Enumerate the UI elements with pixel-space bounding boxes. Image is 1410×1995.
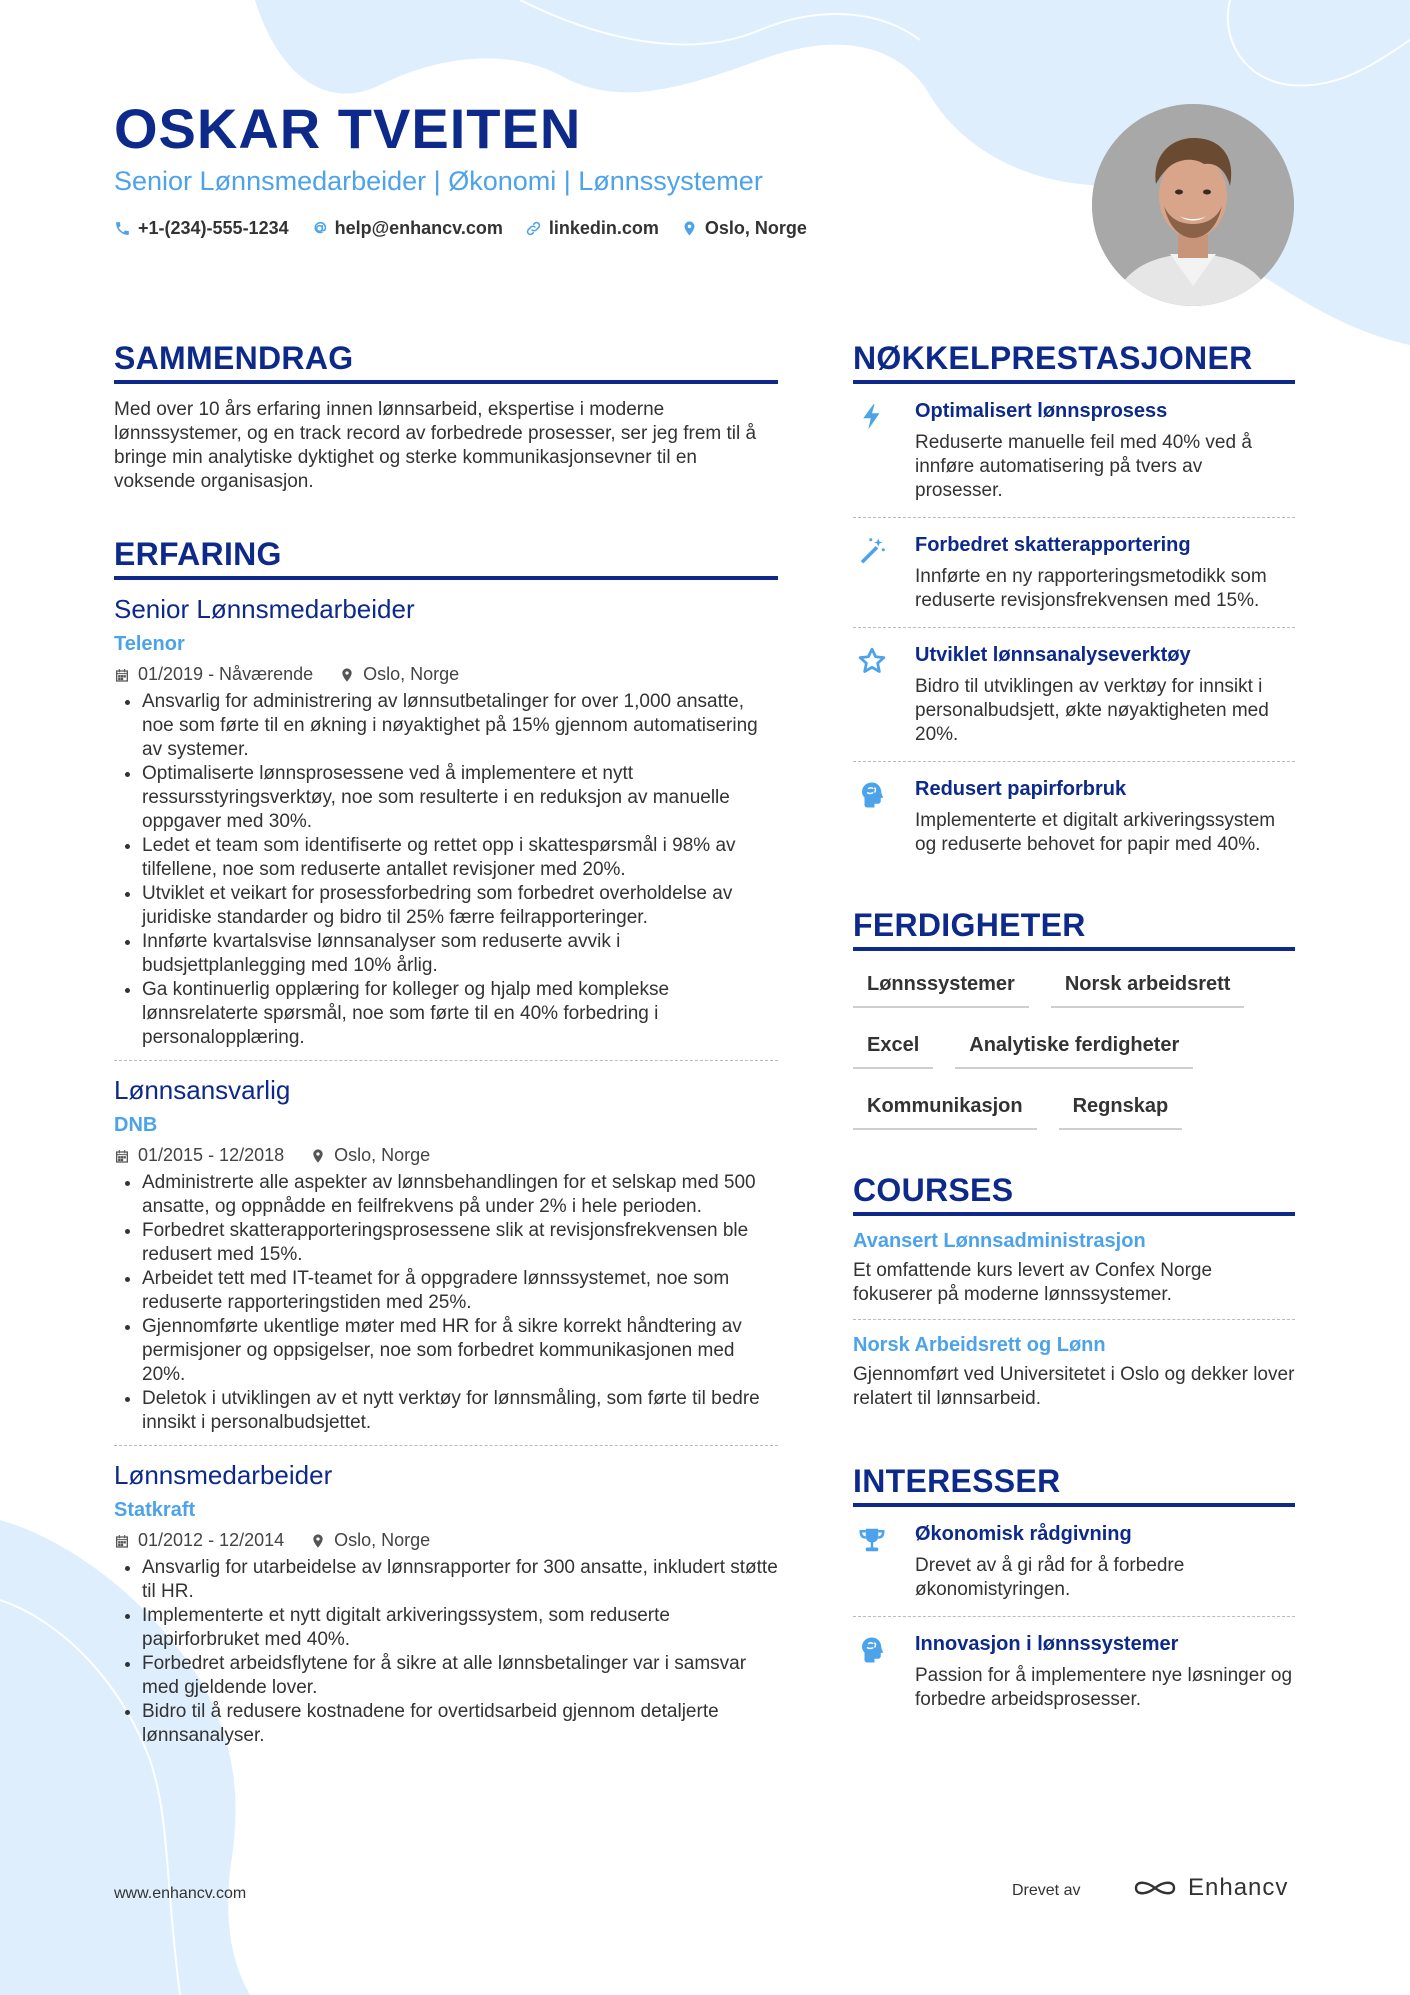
- contact-linkedin[interactable]: [525, 218, 659, 239]
- head-brain-icon: [857, 1635, 887, 1665]
- brand-logo[interactable]: [1132, 1874, 1288, 1902]
- course-item: [853, 1216, 1295, 1319]
- contact-email-text: help@enhancv.com: [334, 218, 503, 238]
- interest-title: Økonomisk rådgivning: [915, 1523, 1132, 1545]
- right-column: [853, 340, 1295, 1726]
- achievement-title: Optimalisert lønnsprosess: [915, 400, 1168, 422]
- achievement-desc: Innførte en ny rapporteringsmetodikk som reduserte revisjonsfrekvensen med 15%.: [915, 566, 1267, 611]
- job-title: Lønnsansvarlig: [114, 1075, 291, 1105]
- course-title: Norsk Arbeidsrett og Lønn: [853, 1334, 1106, 1356]
- job-bullets: [114, 690, 778, 1050]
- job-bullet: • Ansvarlig for administrering av lønnsutbetalinger for over 1,000 ansatte, noe som førte til en økning i nøyaktighet på 15% gjennom automatisering av systemer.: [142, 690, 778, 762]
- job-meta: [114, 1145, 778, 1166]
- job-bullet: • Gjennomførte ukentlige møter med HR for å sikre korrekt håndtering av permisjoner og oppsigelser, noe som forbedret kommunikasjonen med 20%.: [142, 1315, 778, 1387]
- achievement-title: Forbedret skatterapportering: [915, 534, 1191, 556]
- job-bullet: • Implementerte et nytt digitalt arkiveringssystem, som reduserte papirforbruket med 40%.: [142, 1604, 778, 1652]
- location-pin-icon: [310, 1148, 326, 1164]
- calendar-icon: [114, 1533, 130, 1549]
- job-company: Statkraft: [114, 1499, 196, 1521]
- brand-name: Enhancv: [1188, 1874, 1289, 1901]
- trophy-icon: [857, 1525, 887, 1555]
- contact-email[interactable]: [311, 218, 503, 239]
- skill-tag: Kommunikasjon: [853, 1087, 1037, 1130]
- enhancv-logo-icon: [1132, 1876, 1178, 1900]
- course-desc: Gjennomført ved Universitetet i Oslo og dekker lover relatert til lønnsarbeid.: [853, 1364, 1295, 1409]
- footer-website[interactable]: www.enhancv.com: [114, 1885, 247, 1902]
- course-title: Avansert Lønnsadministrasjon: [853, 1230, 1146, 1252]
- interest-item: [853, 1616, 1295, 1726]
- left-column: [114, 340, 778, 1748]
- job-location: Oslo, Norge: [334, 1145, 431, 1165]
- course-desc: Et omfattende kurs levert av Confex Norge fokuserer på moderne lønnssystemer.: [853, 1260, 1213, 1305]
- job-bullet: • Arbeidet tett med IT-teamet for å oppgradere lønnssystemet, noe som reduserte rapporteringstiden med 25%.: [142, 1267, 778, 1315]
- skill-tag: Analytiske ferdigheter: [955, 1026, 1193, 1069]
- job-bullet: • Forbedret skatterapporteringsprosessene slik at revisjonsfrekvensen ble redusert med 15%.: [142, 1219, 778, 1267]
- interest-title: Innovasjon i lønnssystemer: [915, 1633, 1179, 1655]
- experience-section: [114, 536, 778, 1748]
- achievement-item: [853, 627, 1295, 761]
- job-dates: 01/2019 - Nåværende: [138, 664, 314, 684]
- contact-location: [681, 218, 807, 239]
- job-bullets: [114, 1556, 778, 1748]
- skill-tag: Regnskap: [1059, 1087, 1183, 1130]
- calendar-icon: [114, 667, 130, 683]
- skill-tag: Lønnssystemer: [853, 965, 1029, 1008]
- location-pin-icon: [681, 220, 698, 237]
- job-dates: 01/2015 - 12/2018: [138, 1145, 285, 1165]
- achievement-item: [853, 761, 1295, 871]
- courses-section: [853, 1172, 1295, 1423]
- location-pin-icon: [339, 667, 355, 683]
- job-bullet: • Utviklet et veikart for prosessforbedring som forbedret overholdelse av juridiske standarder og bidro til 25% færre feilrapporteringer.: [142, 882, 778, 930]
- contact-linkedin-text: linkedin.com: [548, 218, 659, 238]
- achievement-title: Redusert papirforbruk: [915, 778, 1127, 800]
- lightning-bolt-icon: [857, 402, 887, 432]
- contact-phone[interactable]: [114, 218, 289, 239]
- job-company: Telenor: [114, 633, 185, 655]
- calendar-icon: [114, 1148, 130, 1164]
- skill-tag: Excel: [853, 1026, 933, 1069]
- job-entry: [114, 1445, 778, 1748]
- job-bullet: • Forbedret arbeidsflytene for å sikre at alle lønnsbetalinger var i samsvar med gjeldende lover.: [142, 1652, 778, 1700]
- magic-wand-icon: [857, 536, 887, 566]
- candidate-name: OSKAR TVEITEN: [114, 97, 582, 160]
- job-location: Oslo, Norge: [334, 1530, 431, 1550]
- achievements-section: [853, 340, 1295, 871]
- job-entry: [114, 1060, 778, 1435]
- interest-item: [853, 1507, 1295, 1616]
- skills-heading: FERDIGHETER: [853, 907, 1295, 951]
- interest-desc: Passion for å implementere nye løsninger og forbedre arbeidsprosesser.: [915, 1665, 1293, 1710]
- job-title: Senior Lønnsmedarbeider: [114, 594, 415, 624]
- at-icon: [311, 220, 328, 237]
- contact-bar: [114, 218, 807, 239]
- profile-photo: [1092, 104, 1294, 306]
- job-location: Oslo, Norge: [363, 664, 460, 684]
- job-company: DNB: [114, 1114, 158, 1136]
- course-item: [853, 1319, 1295, 1423]
- skills-list: [853, 965, 1283, 1130]
- contact-phone-text: +1-(234)-555-1234: [138, 218, 289, 238]
- achievement-item: [853, 384, 1295, 517]
- job-meta: [114, 1530, 778, 1551]
- courses-heading: COURSES: [853, 1172, 1295, 1216]
- achievement-desc: Implementerte et digitalt arkiveringssystem og reduserte behovet for papir med 40%.: [915, 810, 1276, 855]
- job-bullet: • Bidro til å redusere kostnadene for overtidsarbeid gjennom detaljerte lønnsanalyser.: [142, 1700, 778, 1748]
- location-pin-icon: [310, 1533, 326, 1549]
- job-bullet: • Administrerte alle aspekter av lønnsbehandlingen for et selskap med 500 ansatte, og oppnådde en feilfrekvens på under 2% i hele perioden.: [142, 1171, 778, 1219]
- head-brain-icon: [857, 780, 887, 810]
- skill-tag: Norsk arbeidsrett: [1051, 965, 1245, 1008]
- phone-icon: [114, 220, 131, 237]
- achievement-title: Utviklet lønnsanalyseverktøy: [915, 644, 1191, 666]
- job-bullets: [114, 1171, 778, 1435]
- achievement-desc: Reduserte manuelle feil med 40% ved å innføre automatisering på tvers av prosesser.: [915, 432, 1252, 501]
- job-dates: 01/2012 - 12/2014: [138, 1530, 285, 1550]
- job-bullet: • Optimaliserte lønnsprosessene ved å implementere et nytt ressursstyringsverktøy, noe som resulterte i en reduksjon av manuelle oppgaver med 30%.: [142, 762, 778, 834]
- summary-heading: SAMMENDRAG: [114, 340, 778, 384]
- footer-powered-by: Drevet av: [1012, 1882, 1081, 1899]
- job-bullet: • Innførte kvartalsvise lønnsanalyser som reduserte avvik i budsjettplanlegging med 10% årlig.: [142, 930, 778, 978]
- contact-location-text: Oslo, Norge: [704, 218, 807, 238]
- skills-section: [853, 907, 1295, 1130]
- job-bullet: • Ga kontinuerlig opplæring for kolleger og hjalp med komplekse lønnsrelaterte spørsmål, noe som førte til en 40% forbedring i personalopplæring.: [142, 978, 778, 1050]
- star-icon: [857, 646, 887, 676]
- candidate-subtitle: Senior Lønnsmedarbeider | Økonomi | Lønnssystemer: [114, 166, 763, 196]
- job-meta: [114, 664, 778, 685]
- experience-heading: ERFARING: [114, 536, 778, 580]
- job-entry: [114, 580, 778, 1050]
- achievements-heading: NØKKELPRESTASJONER: [853, 340, 1295, 384]
- interest-desc: Drevet av å gi råd for å forbedre økonomistyringen.: [915, 1555, 1185, 1600]
- job-title: Lønnsmedarbeider: [114, 1460, 333, 1490]
- achievement-desc: Bidro til utviklingen av verktøy for innsikt i personalbudsjett, økte nøyaktigheten med 20%.: [915, 676, 1269, 745]
- job-bullet: • Ledet et team som identifiserte og rettet opp i skattespørsmål i 98% av tilfellene, noe som reduserte antallet revisjoner med 20%.: [142, 834, 778, 882]
- job-bullet: • Deletok i utviklingen av et nytt verktøy for lønnsmåling, som førte til bedre innsikt i personalbudsjettet.: [142, 1387, 778, 1435]
- job-bullet: • Ansvarlig for utarbeidelse av lønnsrapporter for 300 ansatte, inkludert støtte til HR.: [142, 1556, 778, 1604]
- achievement-item: [853, 517, 1295, 627]
- summary-section: [114, 340, 778, 494]
- link-icon: [525, 220, 542, 237]
- interests-section: [853, 1463, 1295, 1726]
- interests-heading: INTERESSER: [853, 1463, 1295, 1507]
- summary-text: Med over 10 års erfaring innen lønnsarbeid, ekspertise i moderne lønnssystemer, og en track record av forbedrede prosesser, ser jeg frem til å bringe min analytiske dyktighet og sterke kommunikasjonsevner til en voksende organisasjon.: [114, 399, 757, 492]
